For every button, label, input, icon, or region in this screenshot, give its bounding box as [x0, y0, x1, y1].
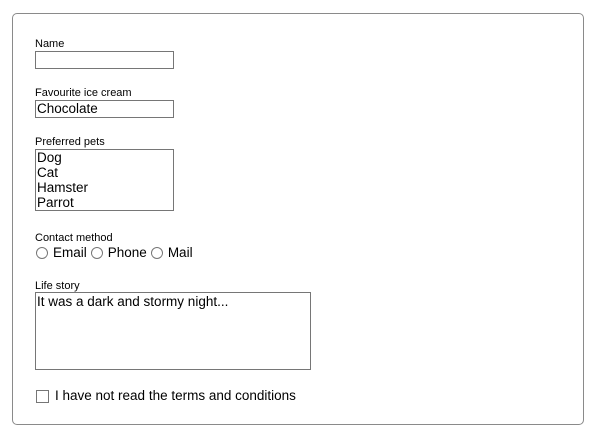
- contact-label: Contact method: [35, 232, 113, 244]
- pets-listbox[interactable]: [35, 149, 174, 211]
- pets-option-cat[interactable]: Cat: [37, 165, 59, 180]
- life-story-label: Life story: [35, 280, 80, 292]
- name-label: Name: [35, 38, 65, 50]
- contact-radio-email[interactable]: [36, 247, 48, 259]
- pets-option-parrot[interactable]: Parrot: [37, 195, 74, 210]
- pets-label: Preferred pets: [35, 136, 105, 148]
- terms-label[interactable]: I have not read the terms and conditions: [55, 388, 296, 403]
- contact-radio-email-label[interactable]: Email: [53, 245, 87, 260]
- contact-radio-phone[interactable]: [91, 247, 103, 259]
- name-input[interactable]: [35, 51, 174, 69]
- contact-radio-mail[interactable]: [151, 247, 163, 259]
- ice-cream-label: Favourite ice cream: [35, 87, 132, 99]
- terms-checkbox[interactable]: [36, 390, 49, 403]
- terms-row: [36, 388, 296, 404]
- ice-cream-input[interactable]: Chocolate: [35, 100, 174, 118]
- pets-option-hamster[interactable]: Hamster: [37, 180, 89, 195]
- pets-option-dog[interactable]: Dog: [37, 150, 62, 165]
- contact-radio-mail-label[interactable]: Mail: [167, 245, 193, 260]
- contact-radio-group: [36, 245, 197, 261]
- contact-radio-phone-label[interactable]: Phone: [107, 245, 147, 260]
- life-story-textarea[interactable]: It was a dark and stormy night...: [35, 292, 311, 370]
